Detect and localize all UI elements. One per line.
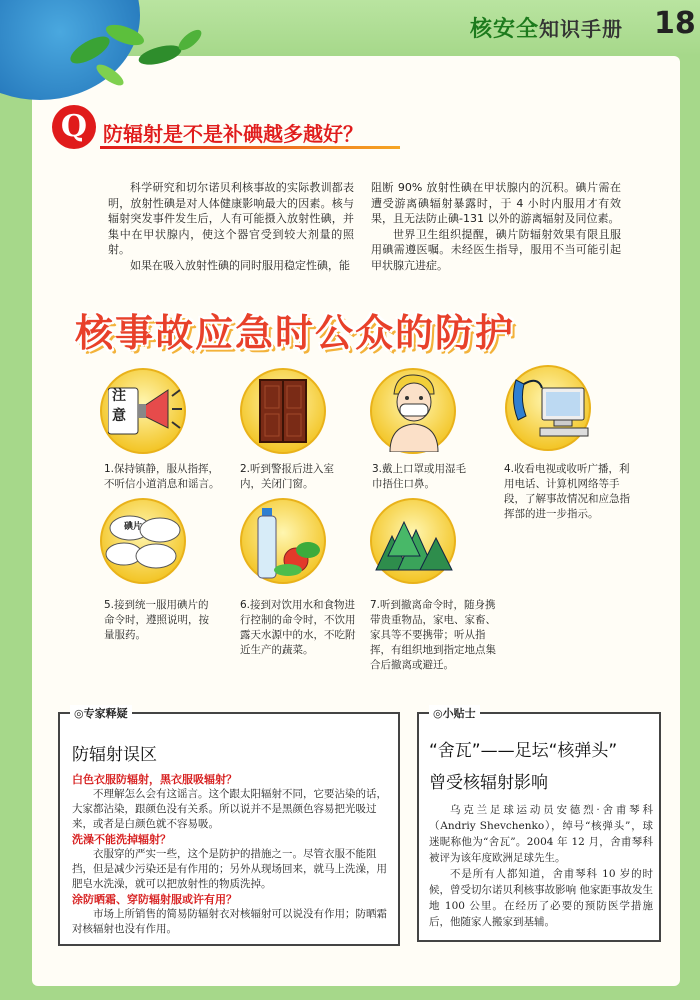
question-paragraph: 世界卫生组织提醒，碘片防辐射效果有限且服用碘需遵医嘱。未经医生指导，服用不当可能引起甲状腺亢进症。 (371, 227, 621, 272)
protection-banner-title: 核事故应急时公众的防护 (75, 311, 516, 355)
iodine-pills-icon (104, 508, 184, 574)
question-paragraph: 阻断 90% 放射性碘在甲状腺内的沉积。碘片需在遭受游离碘辐射暴露时，于 4 小时内服用才有效果，且无法防止碘-131 以外的游离辐射及同位素。 (371, 181, 621, 225)
myth-heading: 白色衣服防辐射，黑衣服吸辐射？ (72, 773, 237, 786)
myth-heading: 洗澡不能洗掉辐射？ (72, 833, 171, 846)
tip-box (417, 707, 661, 942)
step-5-caption: 5.接到统一服用碘片的命令时，遵照说明，按量服药。 (104, 599, 209, 641)
protection-banner (75, 302, 545, 355)
step-4-caption: 4.收看电视或收听广播，利用电话、计算机网络等手段，了解事故情况和应急指挥部的进一步指示。 (504, 463, 630, 520)
tip-box-body (429, 802, 653, 930)
step-1-caption: 1.保持镇静，服从指挥，不听信小道消息和谣言。 (104, 463, 220, 490)
expert-box-body (72, 772, 390, 937)
question-underline (100, 146, 400, 149)
question-mark-badge: Q (52, 105, 96, 149)
myth-text: 衣服穿的严实一些，这个是防护的措施之一。尽管衣服不能阻挡，但是减少污染还是有作用的；另外从现场回来，就马上洗澡，用肥皂水洗澡，就可以把放射性的物质洗掉。 (72, 848, 387, 890)
tents-icon (374, 516, 454, 572)
question-title: 防辐射是不是补碘越多越好？ (103, 122, 363, 146)
tip-box-title-line-2: 曾受核辐射影响 (429, 773, 548, 793)
expert-box-title: 防辐射误区 (72, 745, 157, 765)
handbook-title (470, 12, 623, 43)
tip-box-tag: ◎小贴士 (429, 705, 480, 721)
tip-paragraph: 乌克兰足球运动员安德烈·舍甫琴科（Andriy Shevchenko），绰号“核弹头”，球迷昵称他为“舍瓦”。2004 年 12 月，舍甫琴科被评为该年度欧洲足球先生。 (429, 804, 653, 864)
myth-text: 市场上所销售的简易防辐射衣对核辐射可以说没有作用；防晒霜对核辐射也没有作用。 (72, 908, 387, 935)
expert-box (58, 707, 400, 946)
water-vegetable-icon (248, 504, 324, 584)
phone-computer-icon (508, 370, 592, 450)
leaves-icon (70, 10, 210, 90)
step-6-caption: 6.接到对饮用水和食物进行控制的命令时，不饮用露天水源中的水，不吃附近生产的蔬菜。 (240, 599, 356, 656)
attention-badge: 注意 (112, 388, 126, 424)
step-7-caption: 7.听到撤离命令时，随身携带贵重物品，家电、家畜、家具等不要携带；听从指挥，有组织地到指定地点集合后撤离或避迁。 (370, 599, 496, 671)
question-column-2 (371, 180, 621, 273)
question-column-1 (108, 180, 354, 273)
myth-text: 不理解怎么会有这谣言。这个跟太阳辐射不同，它要沾染的话，大家都沾染，跟颜色没有关系。所以说并不是黑颜色容易把光吸过来，或者是白颜色就不容易吸。 (72, 788, 387, 830)
question-paragraph: 如果在吸入放射性碘的同时服用稳定性碘，能 (130, 258, 350, 272)
handbook-title-em: 核安全 (470, 17, 540, 42)
question-paragraph: 科学研究和切尔诺贝利核事故的实际教训都表明，放射性碘是对人体健康影响最大的因素。核与辐射突发事件发生后，人有可能摄入放射性碘，并集中在甲状腺内，使这个器官受到较大剂量的照射。 (108, 181, 354, 256)
handbook-title-rest: 知识手册 (539, 17, 624, 41)
mask-person-icon (386, 372, 442, 452)
tip-box-title-line-1: “舍瓦”——足坛“核弹头” (429, 741, 618, 761)
iodine-pill-label: 碘片 (124, 522, 143, 532)
door-icon (258, 378, 308, 444)
tip-paragraph: 不是所有人都知道，舍甫琴科 10 岁的时候，曾受切尔诺贝利核事故影响 他家距事故发生地 100 公里。在经历了必要的预防医学措施后，他随家人搬家到基辅。 (429, 868, 653, 928)
myth-heading: 涂防晒霜、穿防辐射服或许有用？ (72, 893, 237, 906)
expert-box-tag: ◎专家释疑 (70, 705, 132, 721)
step-3-caption: 3.戴上口罩或用湿毛巾捂住口鼻。 (372, 463, 467, 490)
page-number: 18 (654, 6, 696, 41)
step-2-caption: 2.听到警报后进入室内，关闭门窗。 (240, 463, 335, 490)
